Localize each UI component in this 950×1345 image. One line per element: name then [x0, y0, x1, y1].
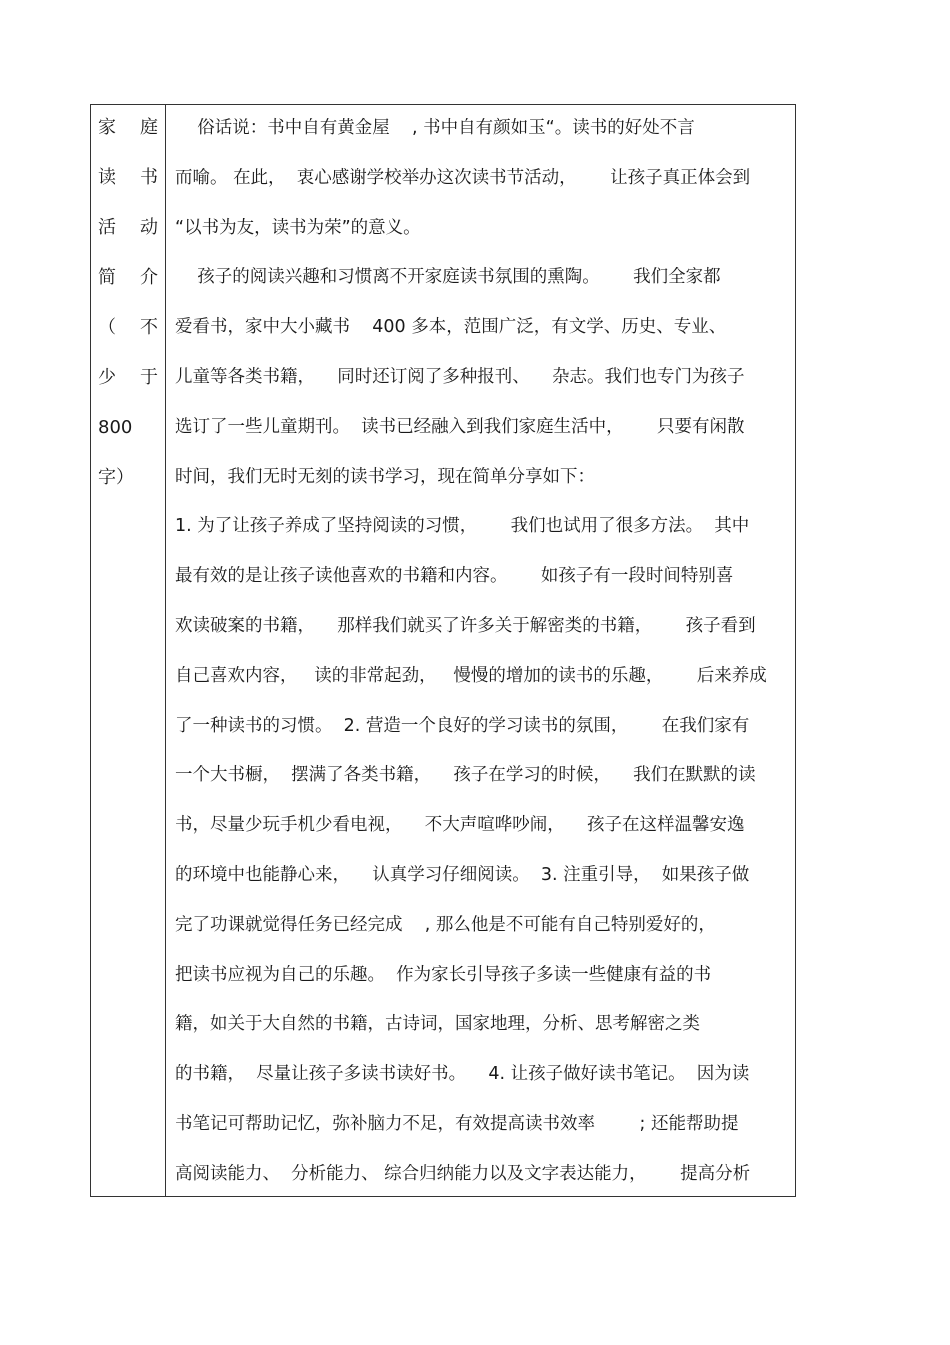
paragraph-line: 最有效的是让孩子读他喜欢的书籍和内容。 如孩子有一段时间特别喜 — [175, 566, 734, 586]
paragraph-line: 俗话说：书中自有黄金屋 , 书中自有颜如玉“。读书的好处不言 — [175, 118, 695, 138]
paragraph-line: 一个大书橱， 摆满了各类书籍， 孩子在学习的时候， 我们在默默的读 — [175, 765, 756, 785]
paragraph-line: 的书籍， 尽量让孩子多读书读好书。 4. 让孩子做好读书笔记。 因为读 — [175, 1064, 750, 1084]
label-line — [98, 465, 158, 491]
paragraph-line: 选订了一些儿童期刊。 读书已经融入到我们家庭生活中， 只要有闲散 — [175, 417, 745, 437]
paragraph-line: 孩子的阅读兴趣和习惯离不开家庭读书氛围的熏陶。 我们全家都 — [175, 267, 721, 287]
paragraph-line: 了一种读书的习惯。 2. 营造一个良好的学习读书的氛围， 在我们家有 — [175, 716, 750, 736]
label-char: 家 — [98, 117, 116, 138]
label-char: 书 — [140, 167, 158, 188]
label-char: 动 — [140, 217, 158, 238]
paragraph-line: 自己喜欢内容， 读的非常起劲， 慢慢的增加的读书的乐趣， 后来养成 — [175, 666, 767, 686]
label-char: 少 — [98, 367, 116, 388]
label-char: 简 — [98, 267, 116, 288]
label-char: 庭 — [140, 117, 158, 138]
label-char: （ — [98, 317, 116, 338]
label-char: 活 — [98, 217, 116, 238]
paragraph-line: 的环境中也能静心来， 认真学习仔细阅读。 3. 注重引导， 如果孩子做 — [175, 865, 750, 885]
label-line — [98, 365, 158, 391]
paragraph-line: 1. 为了让孩子养成了坚持阅读的习惯， 我们也试用了很多方法。 其中 — [175, 516, 750, 536]
paragraph-line: 而喻。 在此， 衷心感谢学校举办这次读书节活动， 让孩子真正体会到 — [175, 168, 751, 188]
paragraph-line: 书笔记可帮助记忆，弥补脑力不足，有效提高读书效率 ; 还能帮助提 — [175, 1114, 739, 1134]
paragraph-line: 把读书应视为自己的乐趣。 作为家长引导孩子多读一些健康有益的书 — [175, 965, 712, 985]
label-char: 于 — [140, 367, 158, 388]
label-line — [98, 115, 158, 141]
paragraph-line: 欢读破案的书籍， 那样我们就买了许多关于解密类的书籍， 孩子看到 — [175, 616, 756, 636]
label-char: 读 — [98, 167, 116, 188]
label-line — [98, 415, 158, 441]
label-char: 字） — [98, 467, 134, 488]
paragraph-line: 儿童等各类书籍， 同时还订阅了多种报刊、 杂志。我们也专门为孩子 — [175, 367, 745, 387]
paragraph-line: 籍，如关于大自然的书籍，古诗词，国家地理，分析、思考解密之类 — [175, 1014, 700, 1034]
paragraph-line: 完了功课就觉得任务已经完成 , 那么他是不可能有自己特别爱好的， — [175, 915, 716, 935]
table-column-divider — [165, 104, 166, 1197]
label-line — [98, 215, 158, 241]
label-line — [98, 165, 158, 191]
paragraph-line: 爱看书，家中大小藏书 400 多本，范围广泛，有文学、历史、专业、 — [175, 317, 727, 337]
label-char: 800 — [98, 417, 133, 438]
label-char: 不 — [140, 317, 158, 338]
paragraph-line: 高阅读能力、 分析能力、 综合归纳能力以及文字表达能力， 提高分析 — [175, 1164, 751, 1184]
label-char: 介 — [140, 267, 158, 288]
paragraph-line: 书，尽量少玩手机少看电视， 不大声喧哗吵闹， 孩子在这样温馨安逸 — [175, 815, 745, 835]
paragraph-line: 时间，我们无时无刻的读书学习，现在简单分享如下： — [175, 467, 595, 487]
label-line — [98, 315, 158, 341]
label-line — [98, 265, 158, 291]
paragraph-line: “以书为友，读书为荣”的意义。 — [175, 218, 421, 238]
